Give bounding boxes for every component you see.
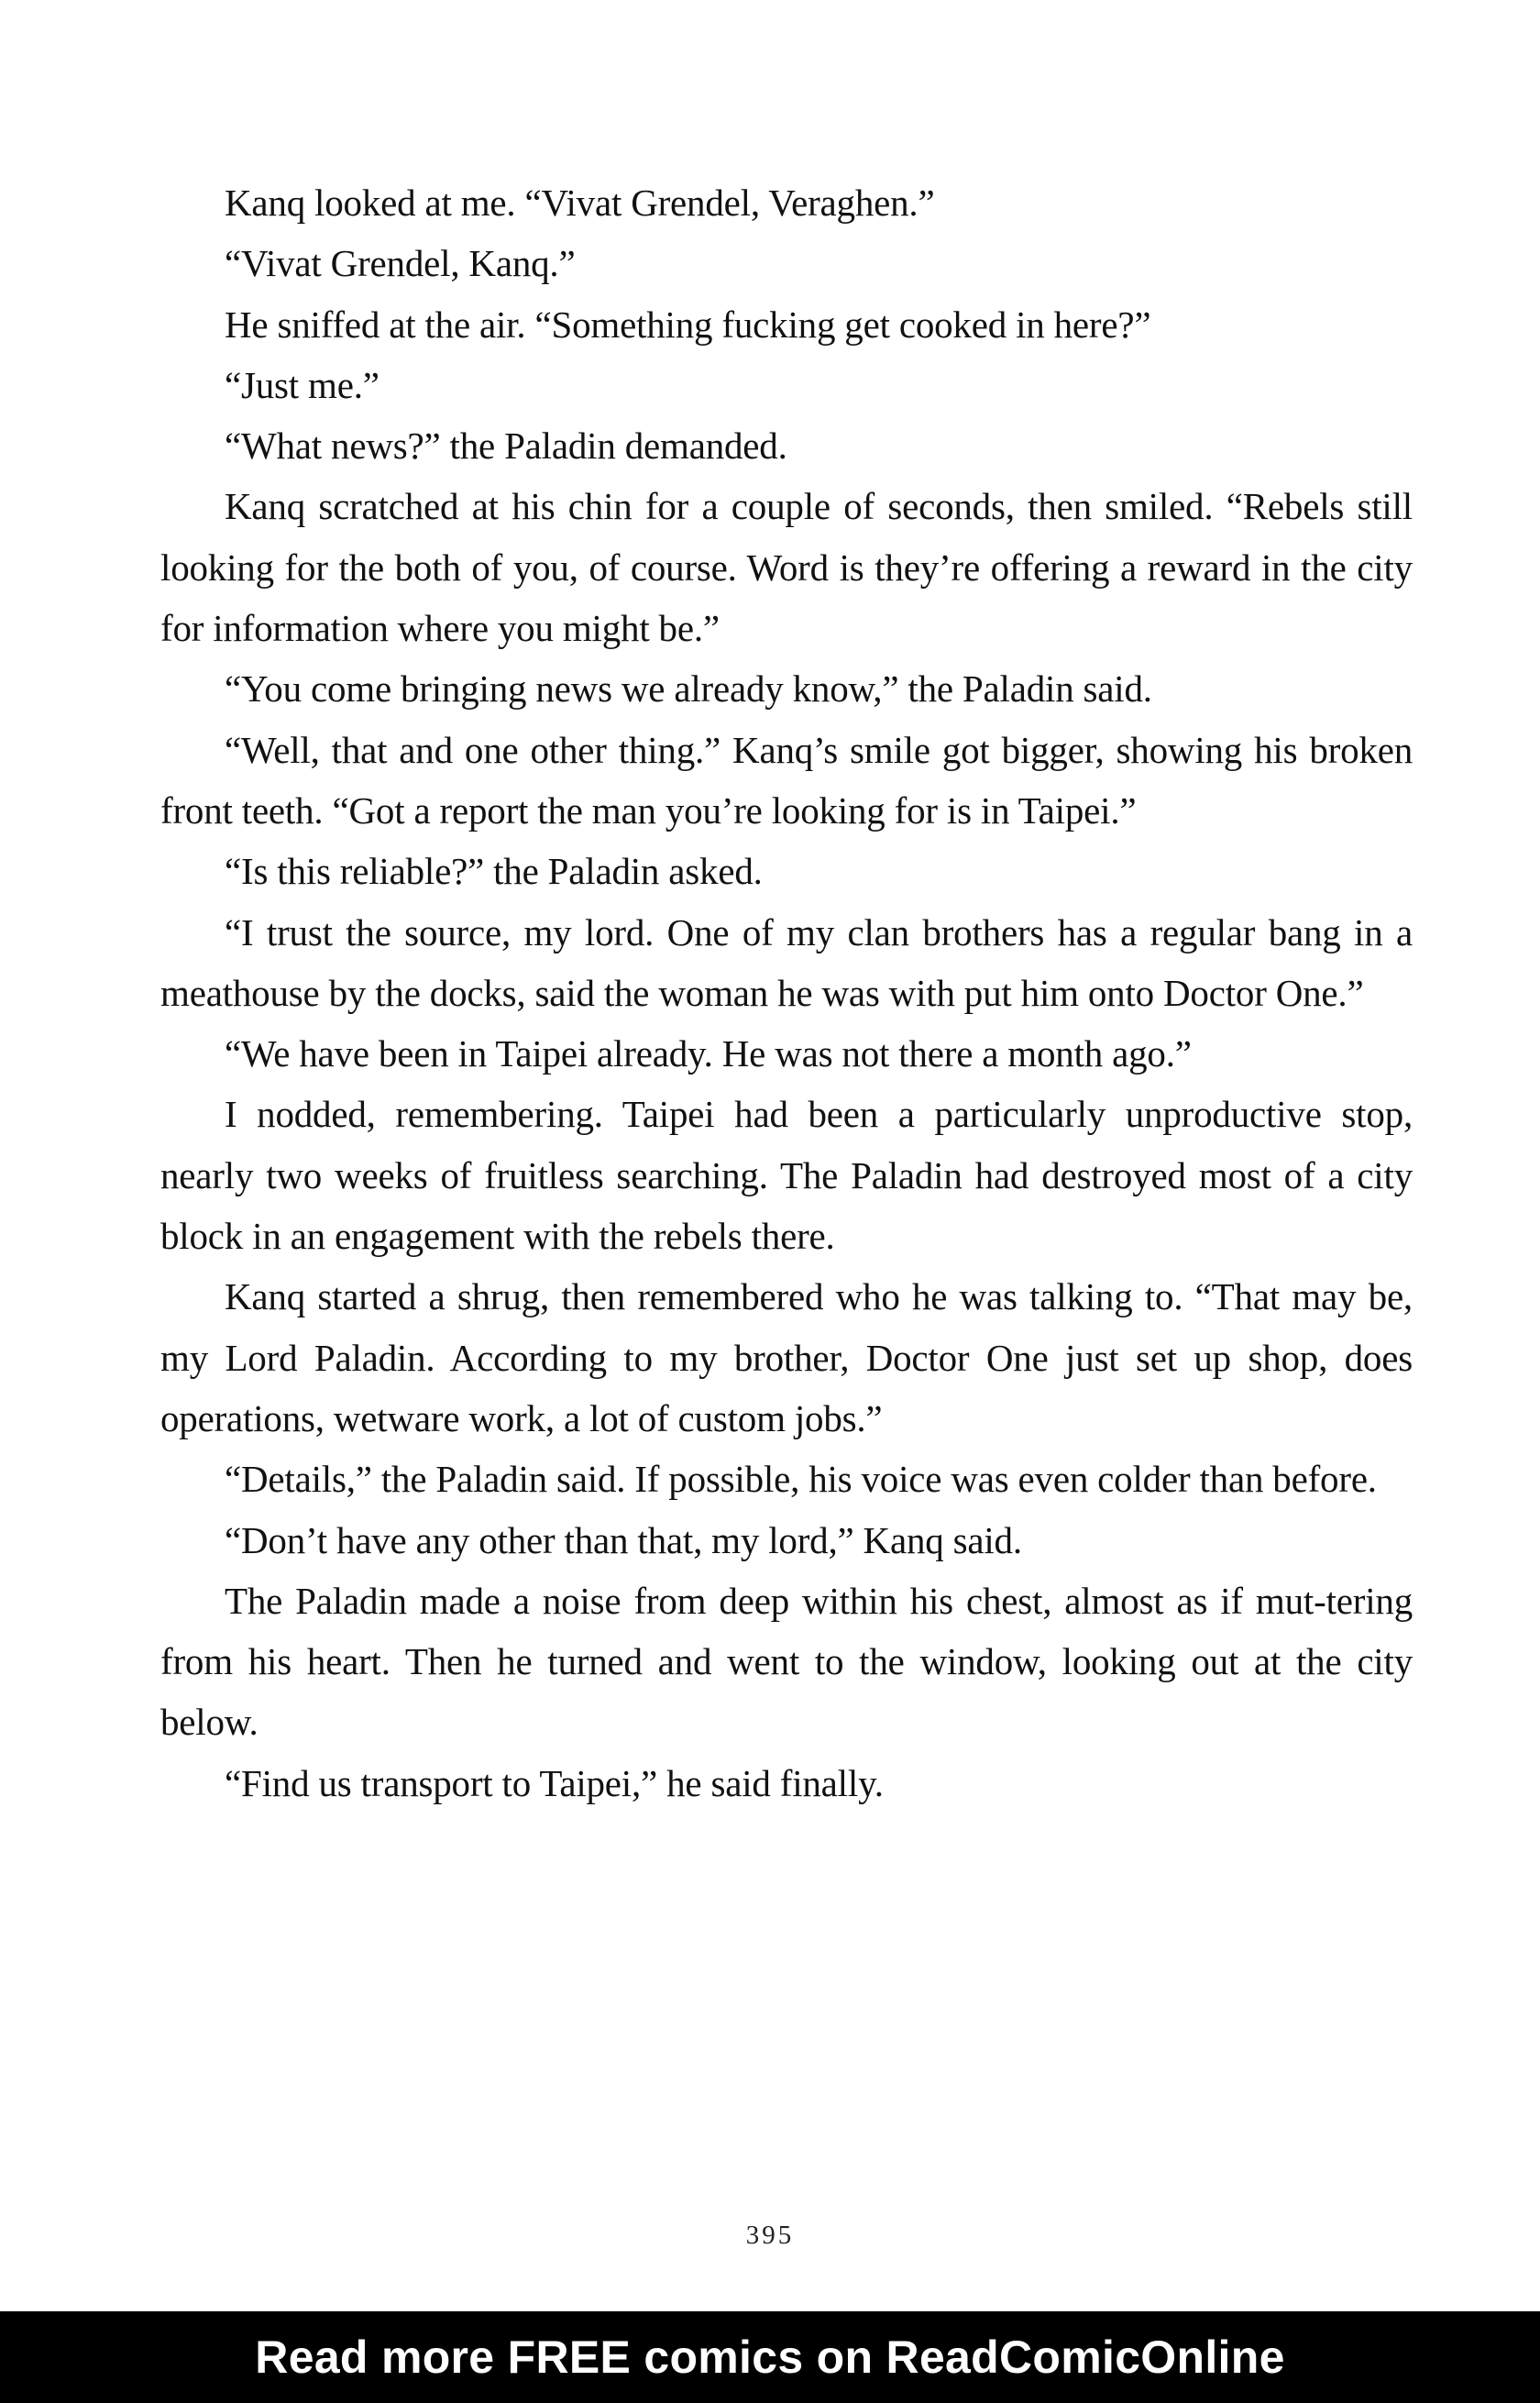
paragraph: The Paladin made a noise from deep within his chest, almost as if mut-tering from his heart. Then he turned and went to the window, looking out at the city below.	[160, 1579, 1413, 1744]
page-body-text	[160, 172, 1413, 1813]
paragraph: “Details,” the Paladin said. If possible, his voice was even colder than before.	[225, 1458, 1377, 1501]
paragraph: “Find us transport to Taipei,” he said finally.	[225, 1761, 884, 1804]
paragraph: “Just me.”	[225, 363, 380, 406]
paragraph: “Well, that and one other thing.” Kanq’s smile got bigger, showing his broken front teeth. “Got a report the man you’re looking for is in Taipei.”	[160, 728, 1413, 832]
paragraph: “Vivat Grendel, Kanq.”	[225, 242, 576, 285]
paragraph: I nodded, remembering. Taipei had been a particularly unproductive stop, nearly two weeks of fruitless searching. The Paladin had destroyed most of a city block in an engagement with the rebels there.	[160, 1093, 1413, 1258]
paragraph: “Don’t have any other than that, my lord,” Kanq said.	[225, 1518, 1022, 1561]
paragraph: Kanq looked at me. “Vivat Grendel, Veraghen.”	[225, 182, 935, 224]
promo-banner-text: Read more FREE comics on ReadComicOnline	[255, 2331, 1285, 2383]
paragraph: Kanq started a shrug, then remembered who he was talking to. “That may be, my Lord Paladin. According to my brother, Doctor One just set up shop, does operations, wetware work, a lot of custom jobs.”	[160, 1275, 1413, 1439]
paragraph: Kanq scratched at his chin for a couple of seconds, then smiled. “Rebels still looking for the both of you, of course. Word is they’re offering a reward in the city for information where you might be.”	[160, 485, 1413, 650]
paragraph: He sniffed at the air. “Something fucking get cooked in here?”	[225, 303, 1151, 346]
paragraph: “What news?” the Paladin demanded.	[225, 424, 787, 468]
paragraph: “You come bringing news we already know,” the Paladin said.	[225, 667, 1152, 711]
paragraph: “Is this reliable?” the Paladin asked.	[225, 850, 763, 893]
promo-banner[interactable]	[0, 2311, 1540, 2403]
page-number: 395	[745, 2221, 795, 2250]
paragraph: “I trust the source, my lord. One of my clan brothers has a regular bang in a meathouse by the docks, said the woman he was with put him onto Doctor One.”	[160, 910, 1413, 1014]
paragraph: “We have been in Taipei already. He was not there a month ago.”	[225, 1032, 1192, 1075]
